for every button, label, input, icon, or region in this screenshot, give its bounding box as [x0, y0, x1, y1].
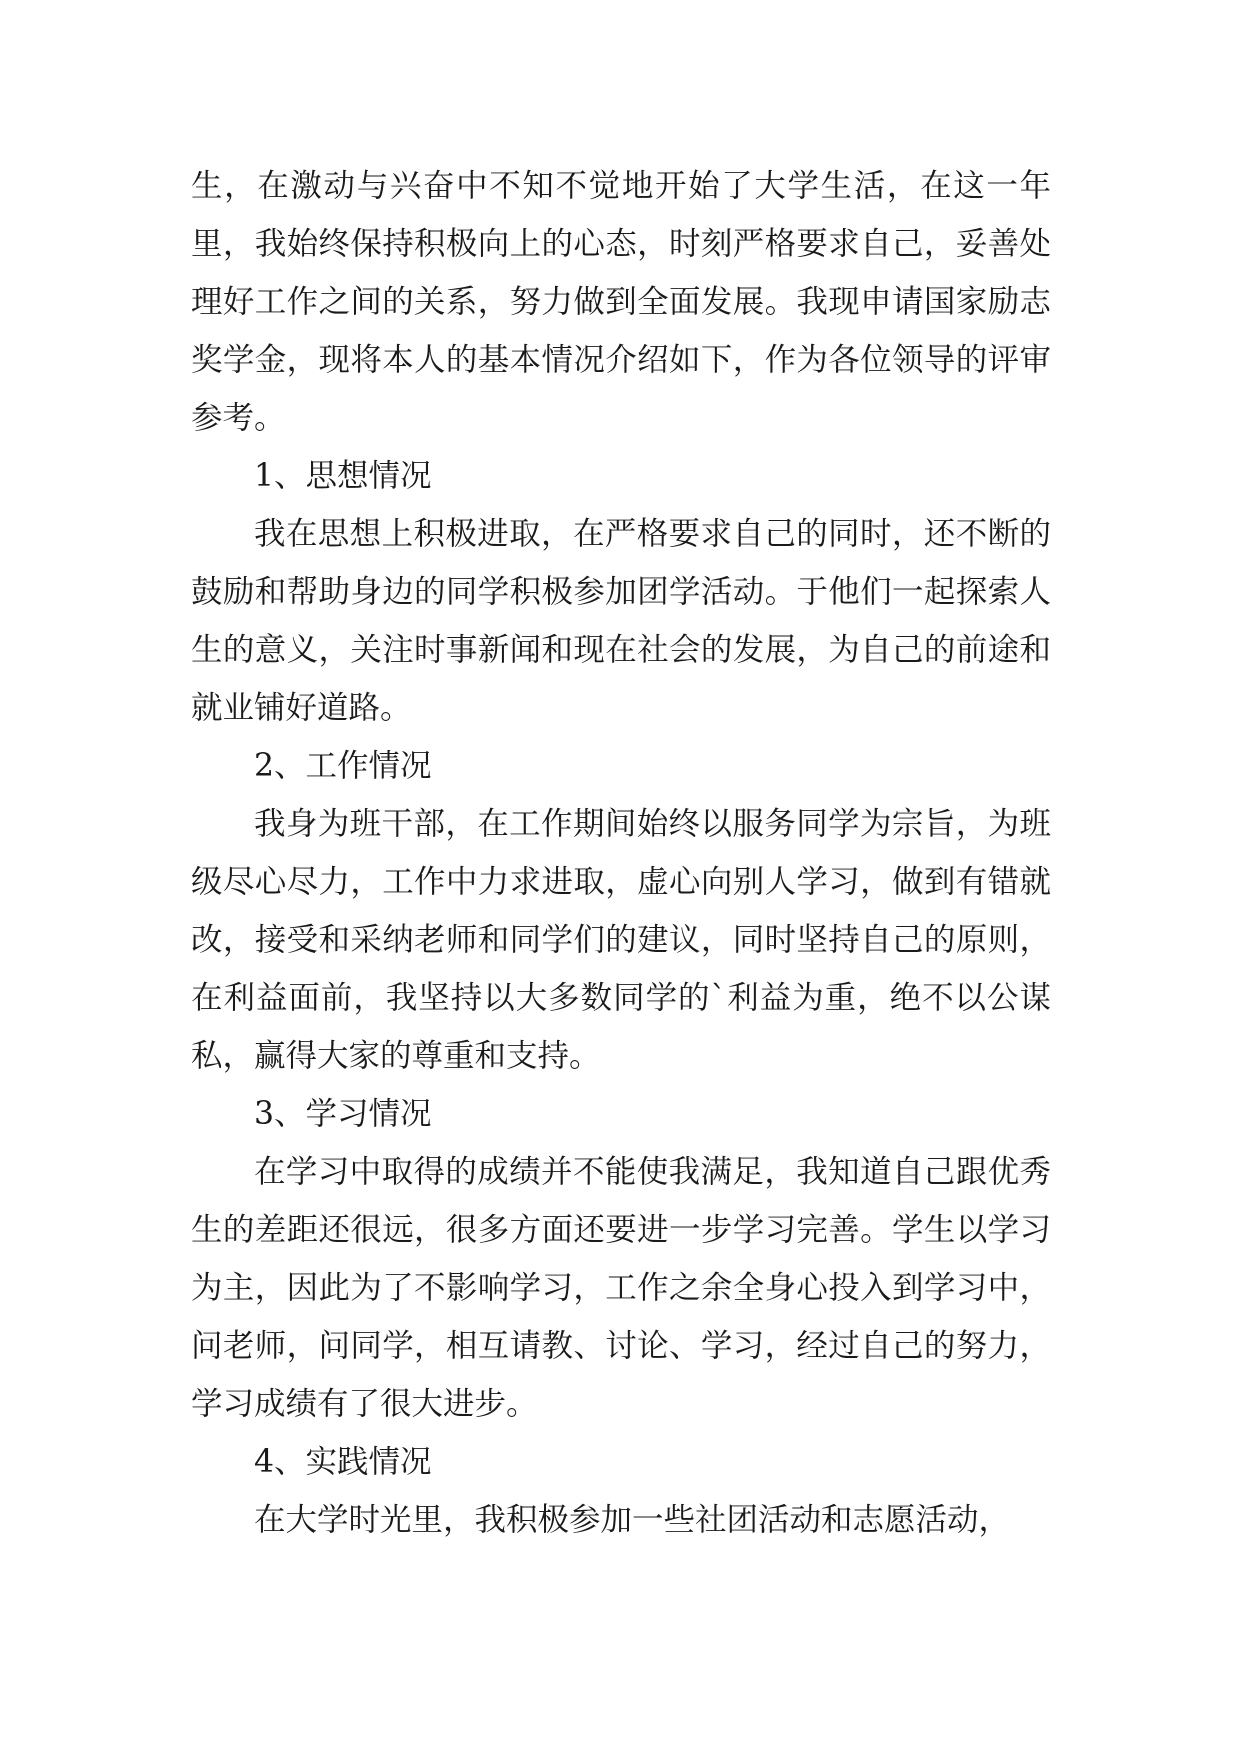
- practice-paragraph: 在大学时光里，我积极参加一些社团活动和志愿活动，: [254, 1502, 1011, 1538]
- intro-paragraph: 生，在激动与兴奋中不知不觉地开始了大学生活，在这一年里，我始终保持积极向上的心态，时刻严格要求自己，妥善处理好工作之间的关系，努力做到全面发展。我现申请国家励志奖学金，现将本人的基本情况介绍如下，作为各位领导的评审参考。: [191, 168, 1051, 436]
- section-heading-thought: 1、思想情况: [254, 458, 432, 494]
- section-heading-work: 2、工作情况: [254, 748, 432, 784]
- thought-paragraph: 我在思想上积极进取，在严格要求自己的同时，还不断的鼓励和帮助身边的同学积极参加团学活动。于他们一起探索人生的意义，关注时事新闻和现在社会的发展，为自己的前途和就业铺好道路。: [191, 516, 1051, 726]
- section-heading-study: 3、学习情况: [254, 1096, 432, 1132]
- document-body: [191, 157, 1051, 1549]
- section-heading-practice: 4、实践情况: [254, 1444, 432, 1480]
- study-paragraph: 在学习中取得的成绩并不能使我满足，我知道自己跟优秀生的差距还很远，很多方面还要进一步学习完善。学生以学习为主，因此为了不影响学习，工作之余全身心投入到学习中，问老师，问同学，相互请教、讨论、学习，经过自己的努力，学习成绩有了很大进步。: [191, 1154, 1051, 1422]
- work-paragraph: 我身为班干部，在工作期间始终以服务同学为宗旨，为班级尽心尽力，工作中力求进取，虚心向别人学习，做到有错就改，接受和采纳老师和同学们的建议，同时坚持自己的原则，在利益面前，我坚持以大多数同学的`利益为重，绝不以公谋私，赢得大家的尊重和支持。: [191, 806, 1051, 1074]
